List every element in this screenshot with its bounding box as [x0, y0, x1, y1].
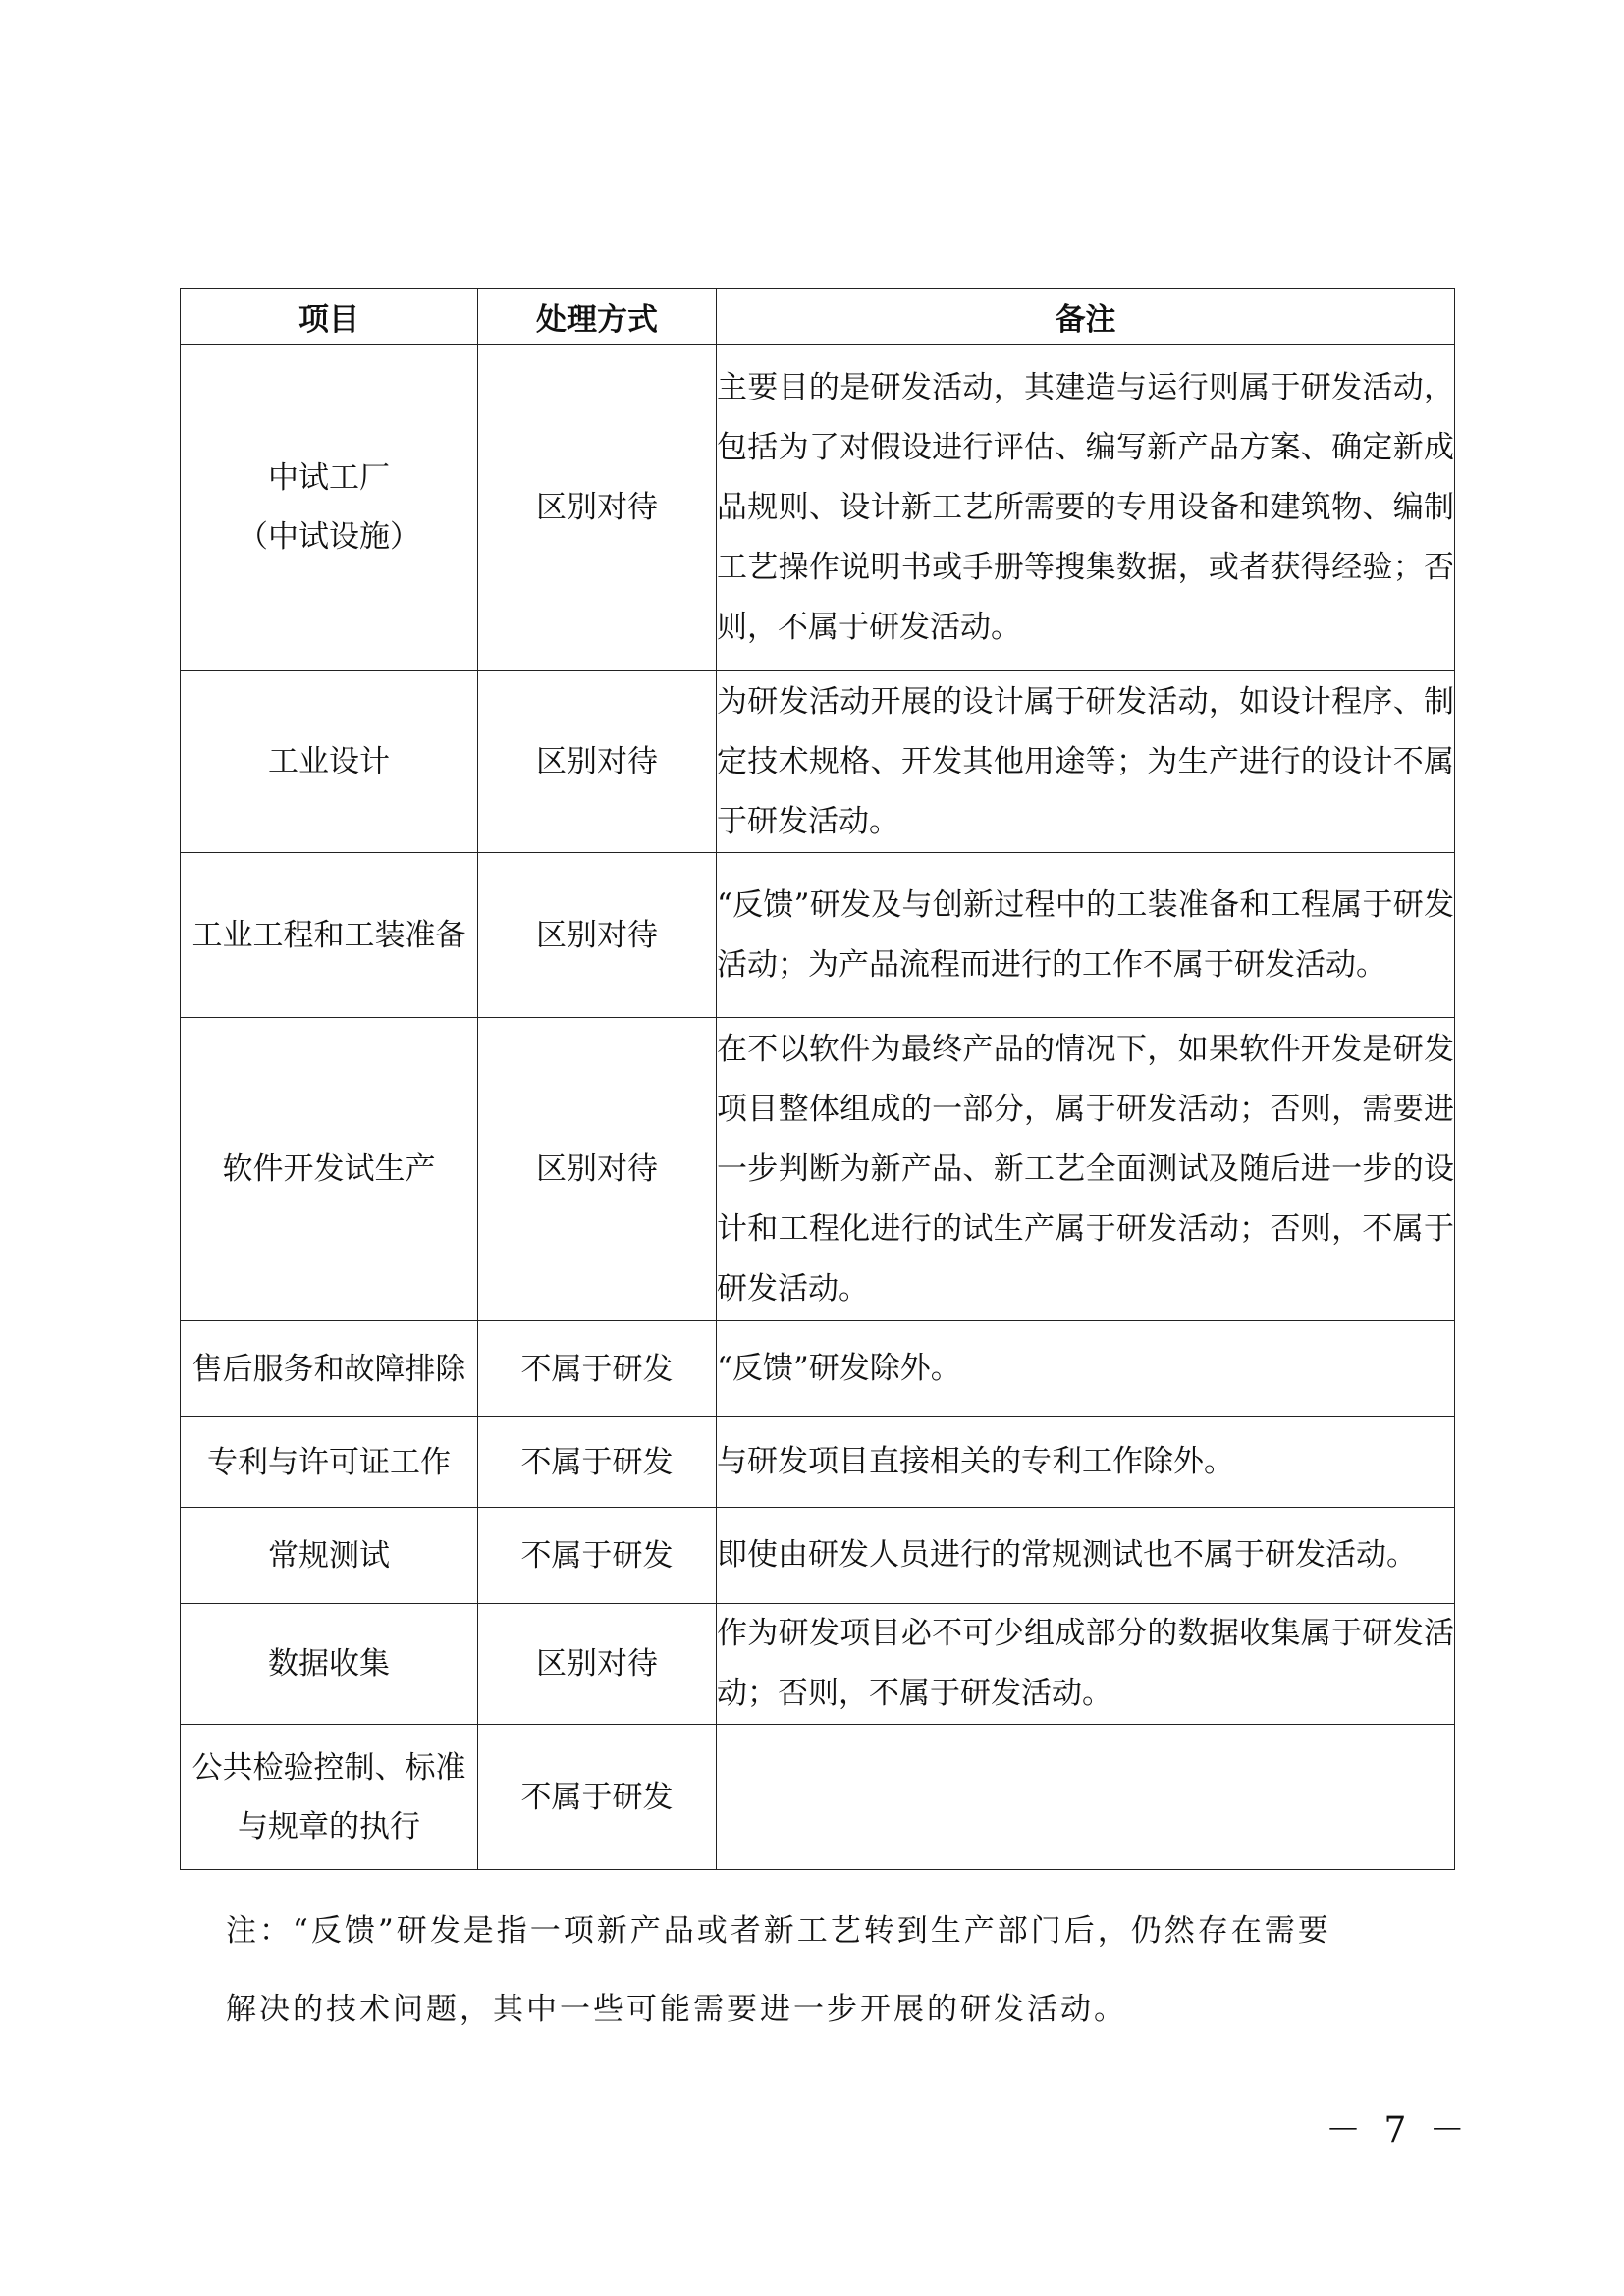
row-item-label: 中试工厂	[268, 460, 390, 496]
row-item: 软件开发试生产	[181, 1018, 478, 1321]
header-remark: 备注	[717, 289, 1455, 345]
row-item: 常规测试	[181, 1508, 478, 1604]
row-item: 工业工程和工装准备	[181, 853, 478, 1018]
row-remark: 为研发活动开展的设计属于研发活动，如设计程序、制定技术规格、开发其他用途等；为生产进行的设计不属于研发活动。	[717, 671, 1455, 853]
row-method: 区别对待	[478, 1604, 717, 1725]
row-method: 区别对待	[478, 345, 717, 671]
row-remark: 即使由研发人员进行的常规测试也不属于研发活动。	[717, 1508, 1455, 1604]
row-item: 专利与许可证工作	[181, 1417, 478, 1508]
table-row	[181, 1321, 1455, 1417]
rd-classification-table	[180, 288, 1455, 1870]
table-row	[181, 345, 1455, 671]
table-row	[181, 1417, 1455, 1508]
row-remark: 作为研发项目必不可少组成部分的数据收集属于研发活动；否则，不属于研发活动。	[717, 1604, 1455, 1725]
table-header-row	[181, 289, 1455, 345]
row-item: 工业设计	[181, 671, 478, 853]
row-method: 不属于研发	[478, 1725, 717, 1870]
row-remark	[717, 1725, 1455, 1870]
row-remark: 在不以软件为最终产品的情况下，如果软件开发是研发项目整体组成的一部分，属于研发活动；否则，需要进一步判断为新产品、新工艺全面测试及随后进一步的设计和工程化进行的试生产属于研发活动；否则，不属于研发活动。	[717, 1018, 1455, 1321]
table-row	[181, 1604, 1455, 1725]
row-remark: 与研发项目直接相关的专利工作除外。	[717, 1417, 1455, 1508]
table-row	[181, 853, 1455, 1018]
row-item: 公共检验控制、标准与规章的执行	[181, 1725, 478, 1870]
row-item	[181, 345, 478, 671]
table-row	[181, 671, 1455, 853]
row-remark: “反馈”研发除外。	[717, 1321, 1455, 1417]
row-method: 不属于研发	[478, 1321, 717, 1417]
page-number: － 7 －	[1326, 2110, 1471, 2151]
header-method: 处理方式	[478, 289, 717, 345]
row-remark: “反馈”研发及与创新过程中的工装准备和工程属于研发活动；为产品流程而进行的工作不属于研发活动。	[717, 853, 1455, 1018]
table-row	[181, 1508, 1455, 1604]
footnote-line-1: 注：“反馈”研发是指一项新产品或者新工艺转到生产部门后，仍然存在需要	[226, 1913, 1331, 1949]
header-item: 项目	[181, 289, 478, 345]
footnote-line-2: 解决的技术问题，其中一些可能需要进一步开展的研发活动。	[226, 1992, 1127, 2027]
row-method: 区别对待	[478, 853, 717, 1018]
table-row	[181, 1725, 1455, 1870]
row-remark: 主要目的是研发活动，其建造与运行则属于研发活动，包括为了对假设进行评估、编写新产品方案、确定新成品规则、设计新工艺所需要的专用设备和建筑物、编制工艺操作说明书或手册等搜集数据，或者获得经验；否则，不属于研发活动。	[717, 345, 1455, 671]
row-item-sublabel: （中试设施）	[238, 519, 420, 555]
row-item: 售后服务和故障排除	[181, 1321, 478, 1417]
row-method: 不属于研发	[478, 1508, 717, 1604]
row-method: 区别对待	[478, 671, 717, 853]
row-method: 不属于研发	[478, 1417, 717, 1508]
row-item: 数据收集	[181, 1604, 478, 1725]
table-row	[181, 1018, 1455, 1321]
row-method: 区别对待	[478, 1018, 717, 1321]
